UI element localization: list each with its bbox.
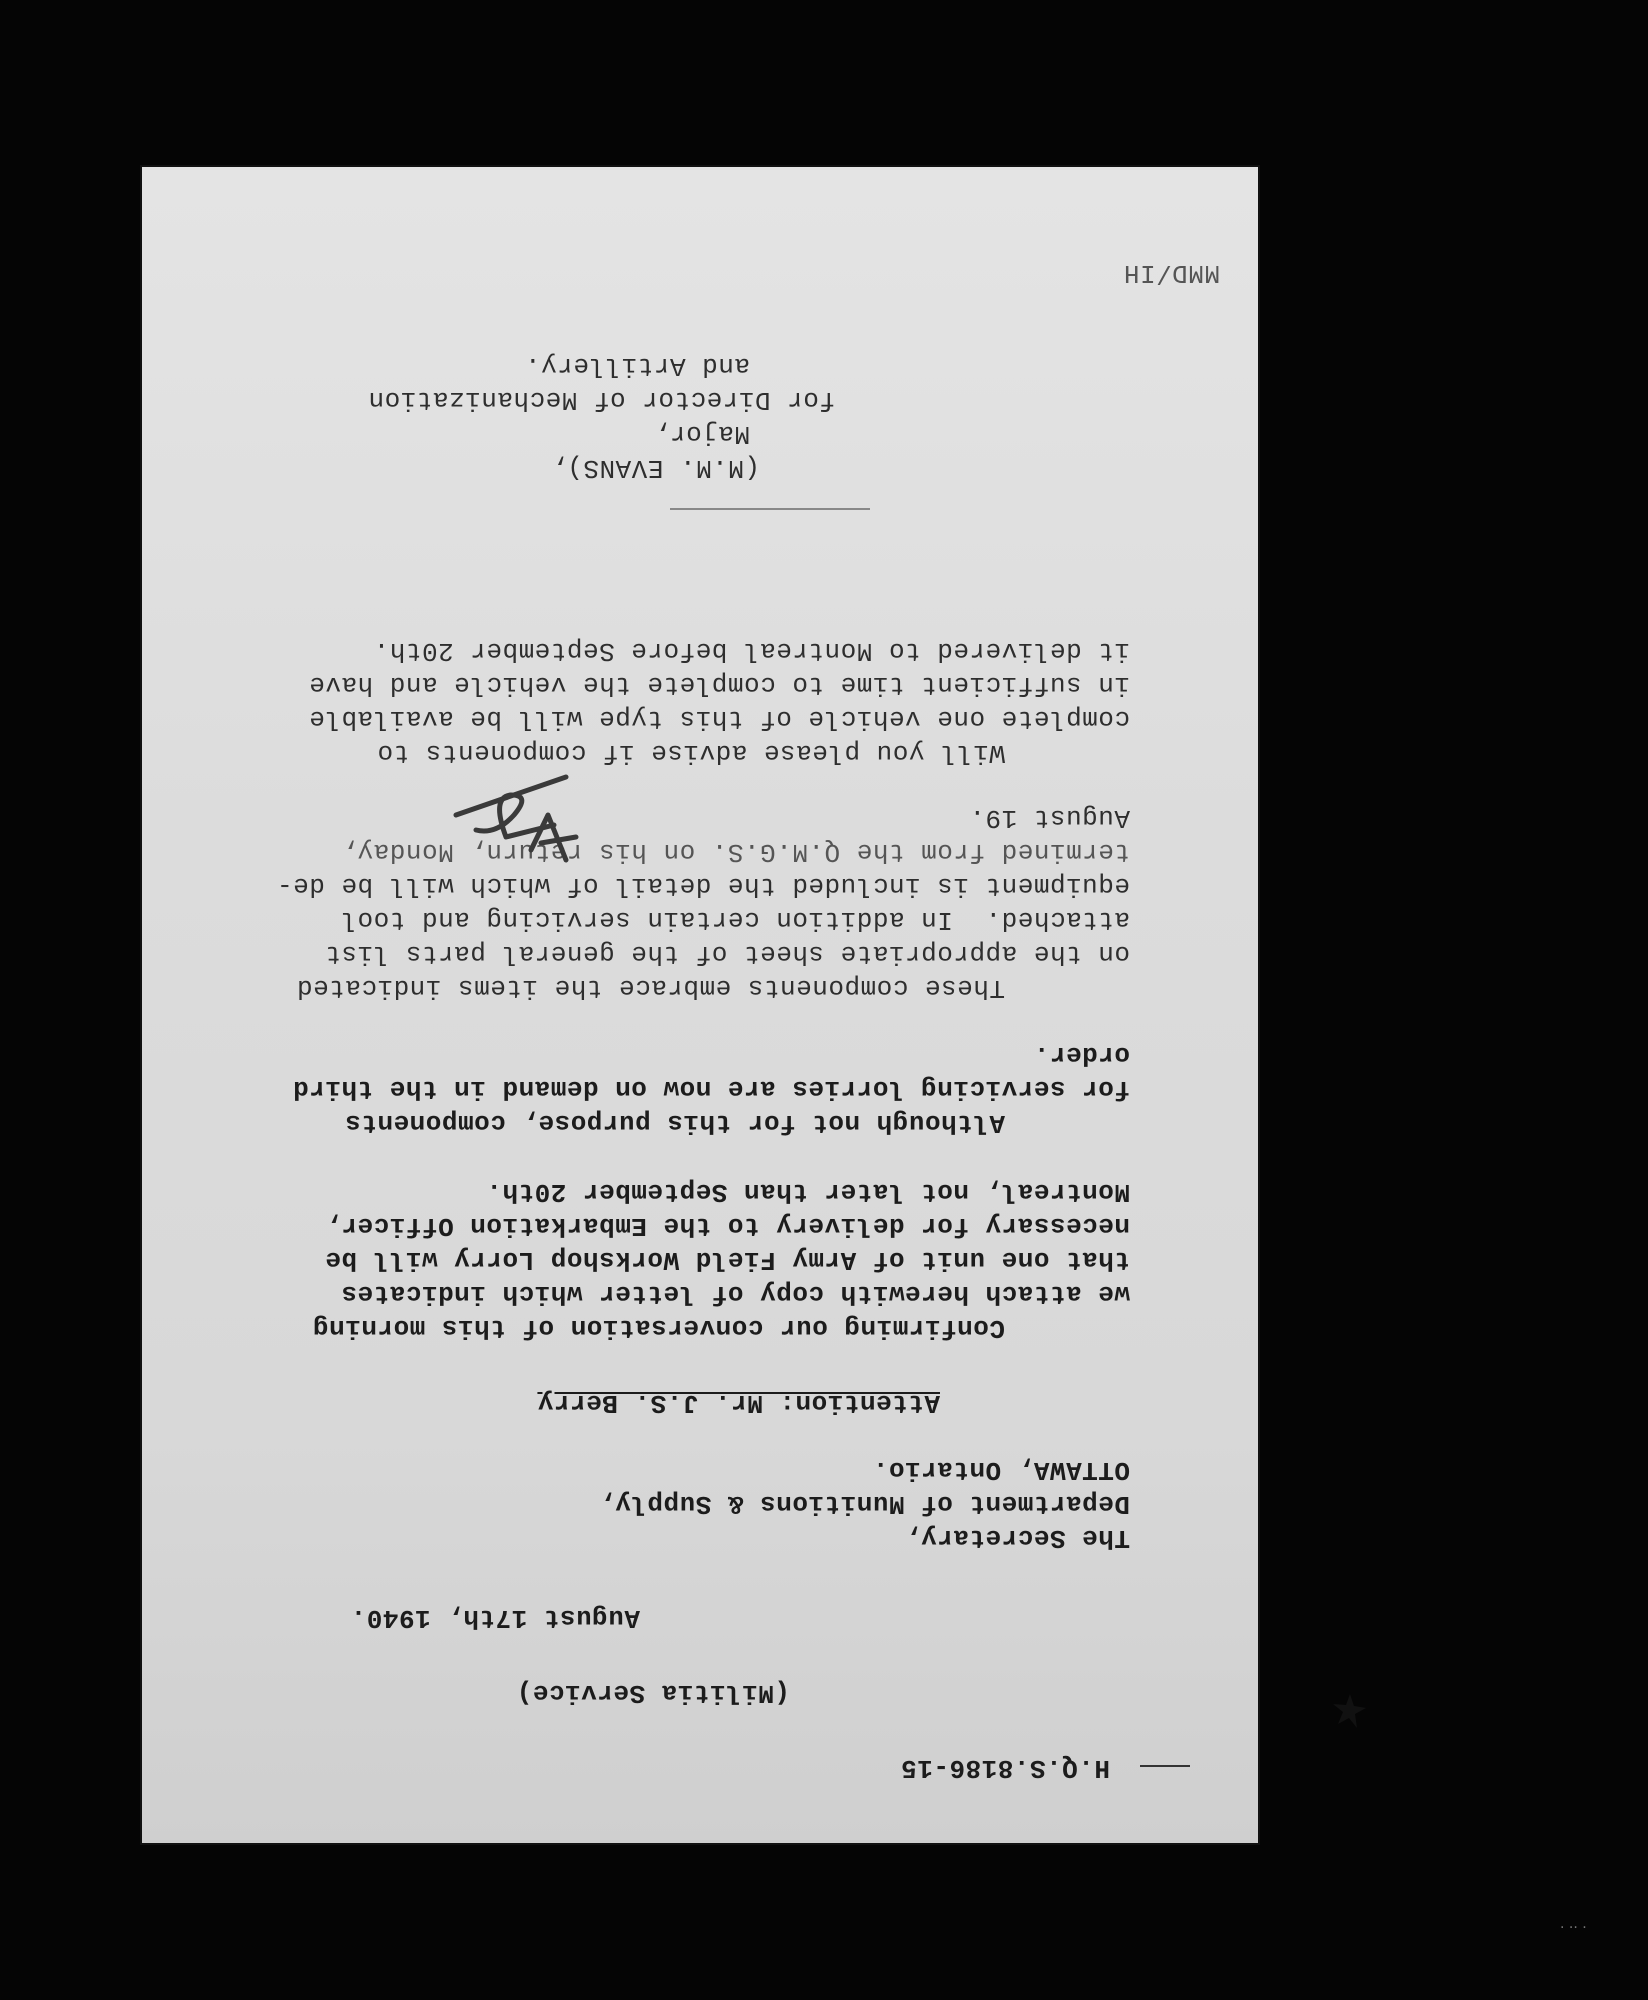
paragraph-1-line-2: we attach herewith copy of letter which indicates xyxy=(340,1279,1130,1309)
signature-name: (M.M. EVANS), xyxy=(550,453,760,483)
typist-initials: MMD/IH xyxy=(1123,258,1220,288)
paragraph-1-line-3: that one unit of Army Field Workshop Lorry will be xyxy=(324,1245,1130,1275)
paragraph-3-line-3: attached. In addition certain servicing and tool xyxy=(340,905,1130,935)
scan-specks: · ·· · xyxy=(1560,1920,1587,1936)
addressee-line-2: Department of Munitions & Supply, xyxy=(598,1489,1130,1519)
paragraph-1-line-4: necessary for delivery to the Embarkation Officer, xyxy=(324,1211,1130,1241)
paragraph-3-line-5: termined from the Q.M.G.S. on his return, Monday, xyxy=(340,837,1130,867)
letter-date: August 17th, 1940. xyxy=(350,1603,640,1633)
signature-rank: Major, xyxy=(653,419,750,449)
paragraph-4-line-4: it delivered to Montreal before September 20th. xyxy=(373,636,1130,666)
addressee-line-1: The Secretary, xyxy=(904,1523,1130,1553)
file-ref-dash xyxy=(1140,1765,1190,1767)
signature-title-2: and Artillery. xyxy=(524,351,750,381)
paragraph-3-line-4: equipment is included the detail of which will be de- xyxy=(276,871,1130,901)
signature-rule xyxy=(670,508,870,510)
paragraph-4-line-1: Will you please advise if components to xyxy=(377,738,1005,768)
paragraph-3-line-6: August 19. xyxy=(968,803,1130,833)
paragraph-2-line-1: Although not for this purpose, components xyxy=(344,1108,1005,1138)
paragraph-1-line-1: Confirming our conversation of this morning xyxy=(312,1313,1005,1343)
attention-line: Attention: Mr. J.S. Berry xyxy=(537,1388,940,1418)
letter-body xyxy=(140,165,1260,1845)
file-reference: H.Q.S.8186-15 xyxy=(900,1753,1110,1783)
paragraph-3-line-1: These components embrace the items indicated xyxy=(296,973,1005,1003)
signature-title-1: for Director of Mechanization xyxy=(368,385,835,415)
ink-smudge xyxy=(1330,1690,1370,1730)
paragraph-4-line-2: complete one vehicle of this type will be available xyxy=(308,704,1130,734)
paragraph-2-line-2: for servicing lorries are now on demand in the third xyxy=(292,1074,1130,1104)
handwritten-number xyxy=(436,755,586,885)
paragraph-1-line-5: Montreal, not later than September 20th. xyxy=(485,1177,1130,1207)
addressee-line-3: OTTAWA, Ontario. xyxy=(872,1455,1130,1485)
paragraph-3-line-2: on the appropriate sheet of the general parts list xyxy=(324,939,1130,969)
service-heading: (Militia Service) xyxy=(516,1678,790,1708)
paragraph-2-line-3: order. xyxy=(1033,1040,1130,1070)
document-page xyxy=(140,165,1260,1845)
paragraph-4-line-3: in sufficient time to complete the vehicle and have xyxy=(308,670,1130,700)
